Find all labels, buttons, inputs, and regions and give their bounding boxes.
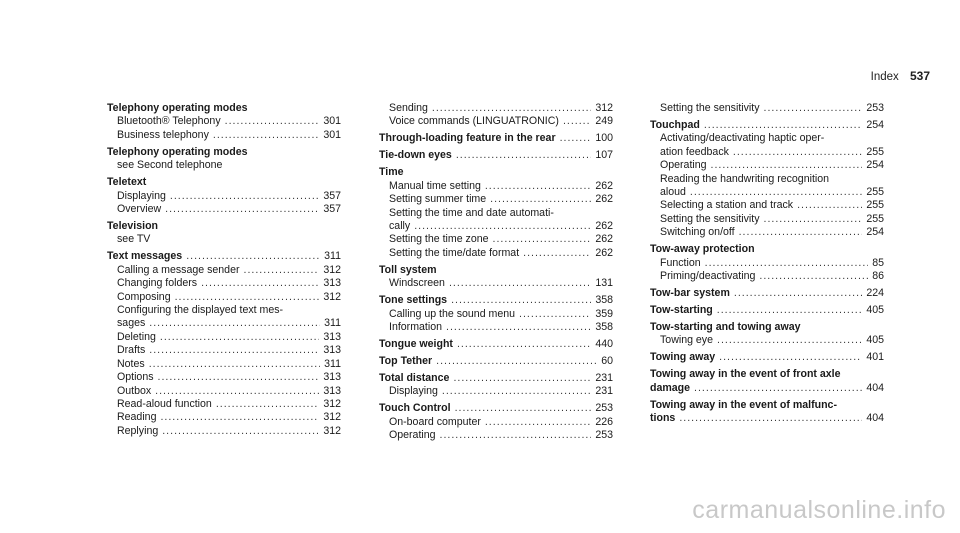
leader-dots	[160, 411, 319, 424]
index-entry	[379, 372, 613, 399]
leader-dots	[175, 291, 320, 304]
index-heading	[650, 304, 884, 317]
entry-text: Reading the handwriting recognition	[660, 172, 830, 185]
index-subentry	[650, 226, 884, 239]
leader-dots	[705, 257, 869, 270]
leader-dots	[457, 338, 591, 351]
index-subentry	[650, 132, 884, 145]
index-entry	[107, 250, 341, 438]
index-entry	[650, 304, 884, 317]
leader-dots	[485, 180, 591, 193]
index-entry	[379, 338, 613, 351]
entry-text: Tow-starting	[650, 304, 713, 317]
page-reference-link[interactable]: 262	[595, 233, 613, 246]
index-column-3	[650, 102, 884, 429]
page-reference-link[interactable]: 249	[595, 115, 613, 128]
page-reference-link[interactable]: 253	[595, 402, 613, 415]
page-reference-link[interactable]: 131	[595, 277, 613, 290]
entry-text: Replying	[117, 424, 159, 437]
entry-text: Telephony operating modes	[107, 102, 248, 114]
leader-dots	[523, 247, 591, 260]
index-heading	[379, 294, 613, 307]
entry-text: Changing folders	[117, 277, 198, 290]
leader-dots	[560, 132, 592, 145]
entry-text: Tongue weight	[379, 338, 453, 351]
index-subentry	[650, 257, 884, 270]
page-reference-link[interactable]: 231	[595, 385, 613, 398]
page-reference-link[interactable]: 255	[866, 212, 884, 225]
entry-text: Business telephony	[117, 128, 209, 141]
entry-text: Options	[117, 371, 154, 384]
index-heading	[650, 119, 884, 132]
entry-text: see Second telephone	[117, 159, 223, 172]
leader-dots	[451, 294, 591, 307]
entry-text: Towing eye	[660, 334, 713, 347]
watermark: carmanualsonline.info	[692, 496, 946, 524]
index-subentry	[107, 203, 341, 216]
leader-dots	[711, 159, 863, 172]
entry-text: Touch Control	[379, 402, 451, 415]
index-entry	[650, 119, 884, 240]
index-entry	[650, 102, 884, 115]
entry-text: Towing away in the event of front axle	[650, 368, 841, 381]
entry-text: Tow-away protection	[650, 243, 755, 256]
leader-dots	[519, 308, 591, 321]
index-entry	[379, 166, 613, 260]
index-subentry	[650, 270, 884, 283]
index-entry	[650, 351, 884, 364]
page-reference-link[interactable]: 100	[595, 132, 613, 145]
leader-dots	[225, 115, 320, 128]
entry-text: Teletext	[107, 176, 147, 189]
index-entry	[379, 402, 613, 442]
index-entry	[379, 355, 613, 368]
entry-text: Tow-bar system	[650, 287, 730, 300]
entry-text: Notes	[117, 357, 145, 370]
index-heading	[650, 321, 884, 334]
page-reference-link[interactable]: 312	[323, 411, 341, 424]
entry-text: Voice commands (LINGUATRONIC)	[389, 115, 559, 128]
entry-text: Configuring the displayed text mes-	[117, 304, 284, 317]
entry-text: Telephony operating modes	[107, 145, 248, 158]
index-subentry	[107, 411, 341, 424]
leader-dots	[717, 334, 862, 347]
entry-text: Drafts	[117, 344, 146, 357]
page-reference-link[interactable]: 107	[595, 149, 613, 162]
index-subentry	[650, 173, 884, 186]
index-subentry	[107, 425, 341, 438]
page-reference-link[interactable]: 404	[866, 381, 884, 394]
leader-dots	[149, 317, 320, 330]
index-subentry	[379, 385, 613, 398]
index-subentry	[379, 193, 613, 206]
index-heading	[650, 368, 884, 381]
entry-text: Operating	[660, 159, 707, 172]
page-reference-link[interactable]: 262	[595, 246, 613, 259]
entry-text: Toll system	[379, 263, 437, 276]
entry-text: Touchpad	[650, 119, 700, 131]
entry-text: aloud	[660, 186, 686, 199]
page-reference-link[interactable]: 313	[323, 277, 341, 290]
page-reference-link[interactable]: 86	[872, 270, 884, 283]
leader-dots	[442, 385, 591, 398]
entry-text: Priming/deactivating	[660, 270, 756, 283]
page-reference-link[interactable]: 358	[595, 294, 613, 307]
leader-dots	[719, 351, 862, 364]
index-subentry	[107, 291, 341, 304]
index-subentry	[379, 220, 613, 233]
leader-dots	[149, 358, 320, 371]
entry-text: Calling a message sender	[117, 263, 240, 276]
entry-text: Tie-down eyes	[379, 149, 452, 162]
page-reference-link[interactable]: 301	[323, 128, 341, 141]
index-subentry	[107, 190, 341, 203]
leader-dots	[690, 186, 862, 199]
leader-dots	[764, 213, 863, 226]
page-reference-link[interactable]: 405	[866, 334, 884, 347]
leader-dots	[216, 398, 319, 411]
entry-text: Sending	[389, 102, 428, 114]
page-reference-link[interactable]: 312	[323, 290, 341, 303]
leader-dots	[170, 190, 319, 203]
index-heading	[379, 166, 613, 179]
index-subentry	[107, 385, 341, 398]
index-subentry	[379, 416, 613, 429]
index-column-1	[107, 102, 341, 442]
page-reference-link[interactable]: 312	[323, 263, 341, 276]
page-reference-link[interactable]: 262	[595, 193, 613, 206]
index-heading	[650, 382, 884, 395]
index-heading	[379, 149, 613, 162]
index-entry	[379, 149, 613, 162]
index-entry	[379, 294, 613, 334]
entry-text: ation feedback	[660, 145, 729, 158]
page-reference-link[interactable]: 313	[323, 371, 341, 384]
entry-text: Tow-starting and towing away	[650, 321, 801, 334]
index-subentry	[650, 146, 884, 159]
section-label: Index	[870, 71, 899, 83]
index-subentry	[379, 321, 613, 334]
index-entry	[379, 132, 613, 145]
index-heading	[379, 132, 613, 145]
index-subentry	[379, 233, 613, 246]
index-heading	[379, 355, 613, 368]
entry-text: Calling up the sound menu	[389, 307, 516, 320]
leader-dots	[717, 304, 863, 317]
entry-text: Deleting	[117, 330, 156, 343]
entry-text: Overview	[117, 203, 162, 216]
page-reference-link[interactable]: 311	[324, 357, 341, 370]
entry-text: Setting the sensitivity	[660, 212, 760, 225]
index-subentry	[107, 277, 341, 290]
leader-dots	[414, 220, 591, 233]
entry-text: Setting the sensitivity	[660, 102, 760, 114]
index-heading	[107, 176, 341, 189]
leader-dots	[734, 287, 862, 300]
page-number: 537	[909, 69, 930, 83]
index-subentry	[379, 207, 613, 220]
leader-dots	[160, 331, 319, 344]
entry-text: Setting the time/date format	[389, 246, 520, 259]
page-reference-link[interactable]: 312	[595, 102, 613, 114]
index-entry	[379, 264, 613, 291]
leader-dots	[162, 425, 319, 438]
leader-dots	[739, 226, 863, 239]
index-entry	[650, 287, 884, 300]
index-heading	[650, 399, 884, 412]
page-reference-link[interactable]: 224	[866, 287, 884, 300]
page-reference-link[interactable]: 311	[324, 250, 341, 263]
index-heading	[379, 402, 613, 415]
page-reference-link[interactable]: 359	[595, 307, 613, 320]
index-entry	[107, 220, 341, 247]
page-reference-link[interactable]: 312	[323, 424, 341, 437]
index-subentry	[379, 429, 613, 442]
index-subentry	[107, 159, 341, 172]
index-subentry	[379, 102, 613, 115]
leader-dots	[704, 119, 862, 132]
page-reference-link[interactable]: 253	[866, 102, 884, 114]
index-heading	[107, 220, 341, 233]
index-heading	[650, 287, 884, 300]
entry-text: Towing away in the event of malfunc-	[650, 398, 837, 411]
entry-text: Setting summer time	[389, 193, 487, 206]
entry-text: Manual time setting	[389, 179, 481, 192]
leader-dots	[449, 277, 591, 290]
entry-text: Setting the time zone	[389, 233, 489, 246]
page-reference-link[interactable]: 255	[866, 186, 884, 199]
index-entry	[107, 102, 341, 142]
page-reference-link[interactable]: 85	[872, 256, 884, 269]
index-subentry	[650, 159, 884, 172]
entry-text: Top Tether	[379, 355, 433, 368]
leader-dots	[563, 115, 591, 128]
entry-text: Reading	[117, 411, 157, 424]
index-heading	[107, 102, 341, 115]
index-subentry	[379, 115, 613, 128]
index-entry	[650, 321, 884, 348]
index-entry	[379, 102, 613, 129]
entry-text: On-board computer	[389, 415, 481, 428]
entry-text: Switching on/off	[660, 226, 735, 239]
page-reference-link[interactable]: 254	[866, 226, 884, 239]
entry-text: Television	[107, 220, 159, 233]
page-reference-link[interactable]: 357	[323, 203, 341, 216]
index-entry	[650, 368, 884, 395]
entry-text: Towing away	[650, 351, 716, 364]
leader-dots	[165, 203, 319, 216]
page-reference-link[interactable]: 301	[323, 115, 341, 128]
index-subentry	[107, 398, 341, 411]
entry-text: tions	[650, 412, 676, 425]
index-subentry	[379, 308, 613, 321]
page-reference-link[interactable]: 226	[595, 415, 613, 428]
entry-text: Time	[379, 166, 404, 179]
leader-dots	[440, 429, 592, 442]
leader-dots	[155, 385, 319, 398]
leader-dots	[432, 102, 591, 115]
leader-dots	[213, 129, 319, 142]
index-entry	[107, 176, 341, 216]
page-reference-link[interactable]: 313	[323, 384, 341, 397]
entry-text: Operating	[389, 429, 436, 442]
leader-dots	[149, 344, 319, 357]
index-subentry	[107, 115, 341, 128]
page-reference-link[interactable]: 357	[323, 189, 341, 202]
entry-text: Activating/deactivating haptic oper-	[660, 132, 825, 145]
leader-dots	[679, 412, 862, 425]
leader-dots	[453, 372, 591, 385]
leader-dots	[446, 321, 591, 334]
entry-text: Function	[660, 256, 701, 269]
page-reference-link[interactable]: 311	[324, 317, 341, 330]
entry-text: Read-aloud function	[117, 397, 212, 410]
page-reference-link[interactable]: 313	[323, 330, 341, 343]
page-reference-link[interactable]: 60	[601, 355, 613, 368]
index-heading	[107, 146, 341, 159]
index-heading	[107, 250, 341, 263]
leader-dots	[455, 402, 592, 415]
page-reference-link[interactable]: 254	[866, 119, 884, 131]
entry-text: Windscreen	[389, 277, 445, 290]
page-reference-link[interactable]: 358	[595, 321, 613, 334]
page-reference-link[interactable]: 262	[595, 179, 613, 192]
index-heading	[379, 338, 613, 351]
page-reference-link[interactable]: 404	[866, 412, 884, 425]
page-reference-link[interactable]: 405	[866, 304, 884, 317]
entry-text: damage	[650, 381, 691, 394]
index-heading	[650, 351, 884, 364]
index-entry	[107, 146, 341, 173]
index-subentry	[379, 277, 613, 290]
leader-dots	[456, 149, 592, 162]
leader-dots	[244, 264, 320, 277]
page-reference-link[interactable]: 262	[595, 220, 613, 233]
page-reference-link[interactable]: 254	[866, 159, 884, 172]
entry-text: Selecting a station and track	[660, 199, 794, 212]
leader-dots	[493, 233, 592, 246]
leader-dots	[490, 193, 591, 206]
page-reference-link[interactable]: 312	[323, 397, 341, 410]
entry-text: Setting the time and date automati-	[389, 206, 554, 219]
index-subentry	[107, 264, 341, 277]
entry-text: Composing	[117, 290, 171, 303]
index-subentry	[650, 334, 884, 347]
leader-dots	[764, 102, 863, 115]
index-heading	[650, 243, 884, 256]
entry-text: Information	[389, 321, 442, 334]
index-subentry	[107, 304, 341, 317]
page-reference-link[interactable]: 401	[866, 351, 884, 364]
entry-text: sages	[117, 317, 146, 330]
page-reference-link[interactable]: 313	[323, 344, 341, 357]
entry-text: see TV	[117, 233, 151, 246]
index-subentry	[107, 331, 341, 344]
entry-text: cally	[389, 220, 411, 233]
page-reference-link[interactable]: 231	[595, 372, 613, 385]
leader-dots	[733, 146, 862, 159]
index-subentry	[650, 186, 884, 199]
index-entry	[650, 399, 884, 426]
index-subentry	[107, 358, 341, 371]
index-subentry	[650, 102, 884, 115]
leader-dots	[436, 355, 597, 368]
leader-dots	[201, 277, 319, 290]
entry-text: Displaying	[117, 189, 166, 202]
entry-text: Tone settings	[379, 294, 448, 307]
index-heading	[379, 264, 613, 277]
index-heading	[379, 372, 613, 385]
leader-dots	[797, 199, 862, 212]
index-subentry	[107, 371, 341, 384]
page-header	[871, 69, 930, 83]
page-reference-link[interactable]: 440	[595, 338, 613, 351]
page-reference-link[interactable]: 253	[595, 429, 613, 442]
leader-dots	[158, 371, 320, 384]
index-entry	[650, 243, 884, 283]
index-subentry	[379, 180, 613, 193]
leader-dots	[485, 416, 591, 429]
index-subentry	[107, 317, 341, 330]
index-subentry	[650, 213, 884, 226]
leader-dots	[759, 270, 868, 283]
index-subentry	[107, 129, 341, 142]
page-reference-link[interactable]: 255	[866, 145, 884, 158]
entry-text: Total distance	[379, 372, 450, 385]
leader-dots	[186, 250, 320, 263]
leader-dots	[694, 382, 862, 395]
index-subentry	[379, 247, 613, 260]
page-reference-link[interactable]: 255	[866, 199, 884, 212]
entry-text: Through-loading feature in the rear	[379, 132, 556, 145]
index-column-2	[379, 102, 613, 446]
index-subentry	[107, 344, 341, 357]
entry-text: Outbox	[117, 384, 152, 397]
entry-text: Bluetooth® Telephony	[117, 115, 221, 128]
entry-text: Displaying	[389, 385, 438, 398]
index-subentry	[107, 233, 341, 246]
index-heading	[650, 412, 884, 425]
index-subentry	[650, 199, 884, 212]
entry-text: Text messages	[107, 250, 183, 263]
